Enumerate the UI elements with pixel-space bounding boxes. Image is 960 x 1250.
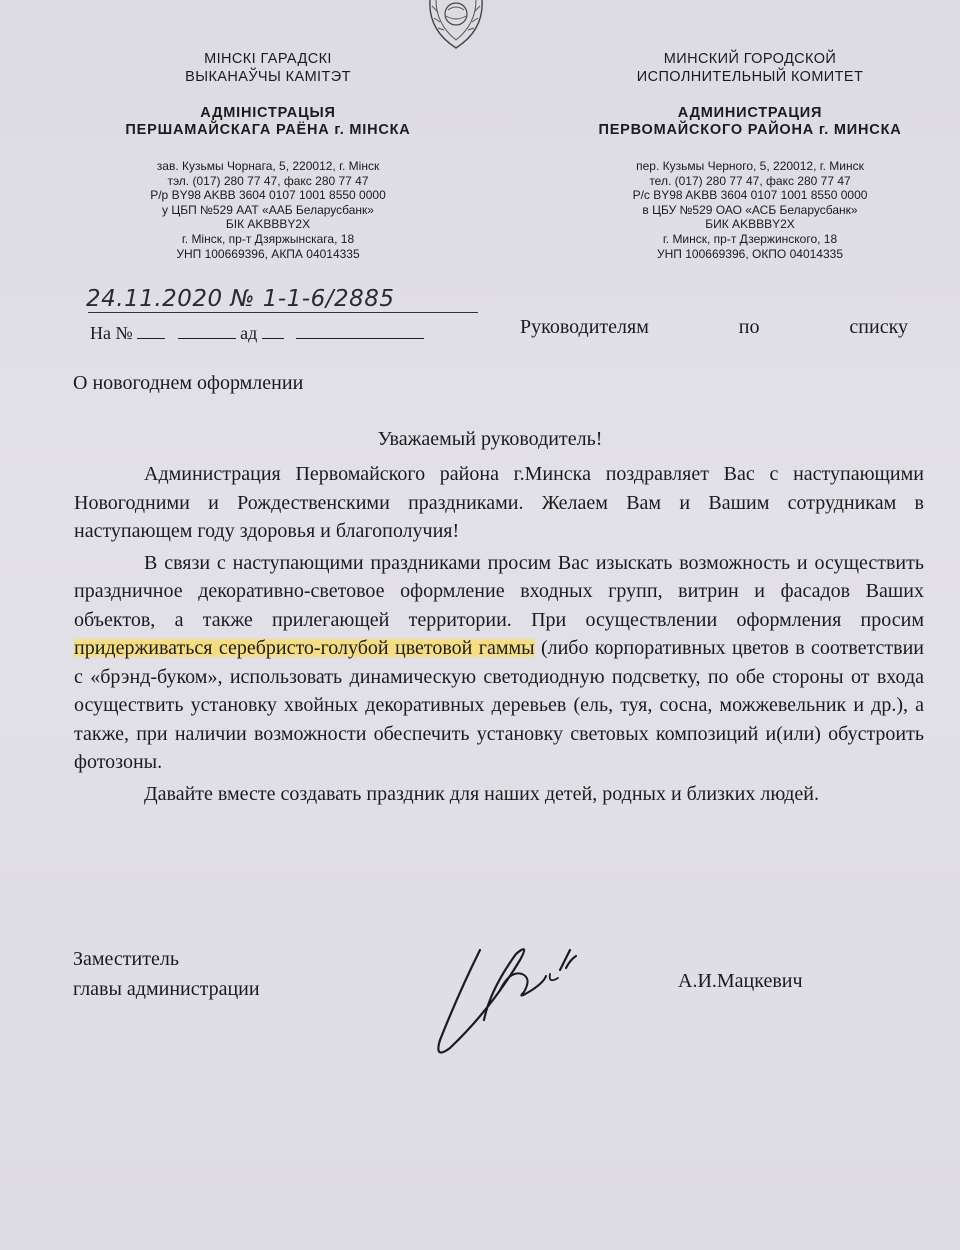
ref-blank — [262, 322, 284, 339]
paragraph: Давайте вместе создавать праздник для наших детей, родных и близких людей. — [144, 782, 820, 805]
highlighted-text: придерживаться серебристо-голубой цветовой гаммы — [74, 637, 535, 659]
date-underline — [88, 312, 478, 313]
admin-name-ru: АДМИНИСТРАЦИЯ ПЕРВОМАЙСКОГО РАЙОНА г. МИНСКА — [598, 105, 902, 138]
handwritten-date-number: 24.11.2020 № 1-1-6/2885 — [86, 286, 395, 312]
subject: О новогоднем оформлении — [73, 372, 304, 394]
ref-from: ад — [240, 323, 258, 343]
signer-position: Заместитель главы администрации — [73, 948, 260, 1000]
requisites-ru: пер. Кузьмы Черного, 5, 220012, г. Минск тел. (017) 280 77 47, факс 280 77 47 Р/с BY98 AKBB 3604 0107 1001 8550 0000 в ЦБУ №529 ОАО «АСБ Беларусбанк» БИК AKBBBY2X г. Минск, пр-т Дзержинского, 18 УНП 100669396, ОКПО 04014335 — [632, 159, 868, 261]
paragraph: В связи с наступающими праздниками просим Вас изыскать возможность и осуществить праздничное декоративно-световое оформление входных групп, витрин и фасадов Ваших объектов, а также прилегающей территории. При осуществлении оформления просим придерживаться серебристо-голубой цветовой гаммы (либо корпоративных цветов в соответствии с «брэнд-буком», использовать динамическую светодиодную подсветку, по обе стороны от входа осуществить установку хвойных декоративных деревьев (ель, туя, сосна, можжевельник и др.), а также, при наличии возможности обеспечить установку световых композиций и(или) обустроить фотозоны. — [74, 551, 925, 773]
ref-blank — [137, 322, 165, 339]
ref-prefix: На № — [90, 323, 133, 343]
admin-name-by: АДМІНІСТРАЦЫЯ ПЕРШАМАЙСКАГА РАЁНА г. МІНСКА — [125, 105, 411, 138]
coat-of-arms-icon — [424, 0, 488, 50]
signer-name: А.И.Мацкевич — [678, 970, 803, 992]
header-russian — [540, 50, 960, 261]
recipient: Руководителям по списку — [520, 316, 908, 338]
header-belarusian — [58, 50, 478, 261]
ref-blank — [178, 322, 236, 339]
reference-line — [90, 322, 424, 344]
letter-body — [74, 460, 924, 811]
handwritten-signature — [420, 930, 620, 1070]
paragraph: Администрация Первомайского района г.Минска поздравляет Вас с наступающими Новогодними и Рождественскими праздниками. Желаем Вам и Вашим сотрудникам в наступающем году здоровья и благополучия! — [74, 463, 924, 542]
requisites-by: зав. Кузьмы Чорнага, 5, 220012, г. Мінск тэл. (017) 280 77 47, факс 280 77 47 Р/р BY98 AKBB 3604 0107 1001 8550 0000 у ЦБП №529 ААТ «ААБ Беларусбанк» БІК AKBBBY2X г. Мінск, пр-т Дзяржынскага, 18 УНП 100669396, АКПА 04014335 — [150, 159, 386, 261]
org-name-ru: МИНСКИЙ ГОРОДСКОЙ ИСПОЛНИТЕЛЬНЫЙ КОМИТЕТ — [636, 51, 864, 85]
ref-blank — [296, 322, 424, 339]
greeting: Уважаемый руководитель! — [377, 428, 603, 450]
org-name-by: МІНСКІ ГАРАДСКІ ВЫКАНАЎЧЫ КАМІТЭТ — [185, 51, 351, 85]
